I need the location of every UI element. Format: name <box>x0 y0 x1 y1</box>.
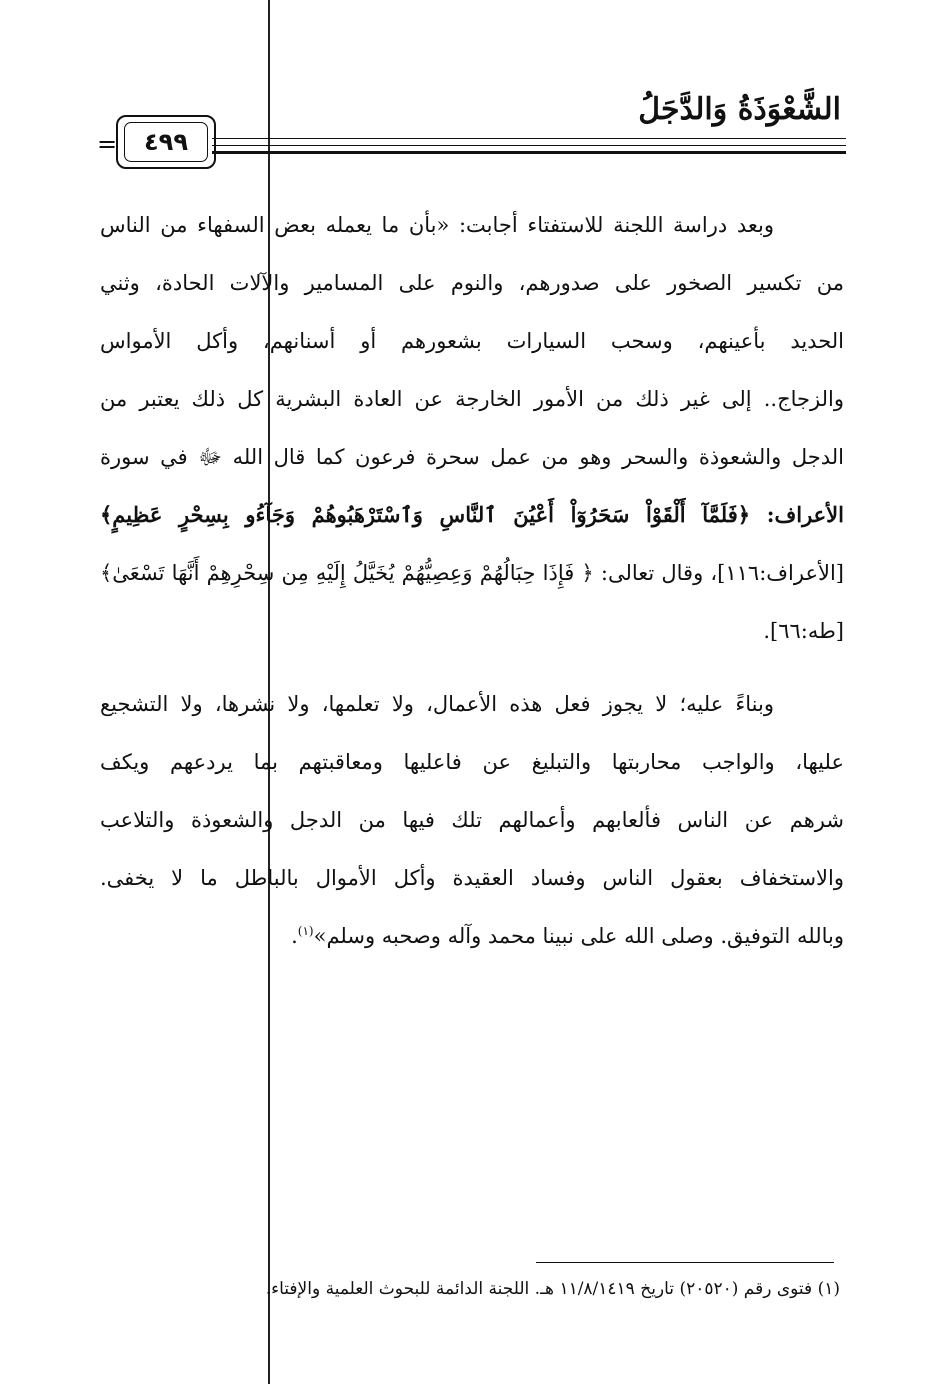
footnote-reference[interactable]: (١) <box>297 924 314 938</box>
quran-verse-line: [الأعراف:١١٦]، وقال تعالى: ﴿ فَإِذَا حِبَالُهُمْ وَعِصِيُّهُمْ يُخَيَّلُ إِلَيْهِ مِن سِحْرِهِمْ أَنَّهَا تَسْعَىٰ﴾ <box>100 561 844 585</box>
text-line: وبالله التوفيق. وصلى الله على نبينا محمد وآله وصحبه وسلم»$^{(١)}$. <box>291 924 844 948</box>
page-number-box <box>116 115 216 169</box>
text-line: والزجاج.. إلى غير ذلك من الأمور الخارجة عن العادة البشرية كل ذلك يعتبر من <box>100 387 844 411</box>
page-number: ٤٩٩ <box>124 122 208 162</box>
footnote-separator <box>536 1262 834 1263</box>
text-line: عليها، والواجب محاربتها والتبليغ عن فاعليها ومعاقبتهم بما يردعهم ويكف <box>100 750 844 774</box>
quran-verse-line: الأعراف: ﴿فَلَمَّآ أَلْقَوْاْ سَحَرُوٓاْ أَعْيُنَ ٱلنَّاسِ وَٱسْتَرْهَبُوهُمْ وَجَآءُو بِسِحْرٍ عَظِيمٍ﴾ <box>100 502 844 527</box>
text-line: شرهم عن الناس فألعابهم وأعمالهم تلك فيها من الدجل والشعوذة والتلاعب <box>100 808 844 832</box>
footnote: (١) فتوى رقم (٢٠٥٢٠) تاريخ ١١/٨/١٤١٩ هـ. اللجنة الدائمة للبحوث العلمية والإفتاء. <box>265 1279 840 1299</box>
text-line: الدجل والشعوذة والسحر وهو من عمل سحرة فرعون كما قال الله ﷻ في سورة <box>100 445 844 469</box>
closing-sentence: وبالله التوفيق. وصلى الله على نبينا محمد وآله وصحبه وسلم» <box>313 924 844 948</box>
running-title: الشَّعْوَذَةُ وَالدَّجَلُ <box>638 92 841 127</box>
main-text <box>100 196 844 965</box>
header-rule <box>212 145 846 146</box>
text-line: الحديد بأعينهم، وسحب السيارات بشعورهم أو أسنانهم، وأكل الأمواس <box>100 329 844 353</box>
text-line: من تكسير الصخور على صدورهم، والنوم على المسامير والآلات الحادة، وثني <box>100 271 844 295</box>
header-rule <box>212 151 846 154</box>
header-rule <box>212 138 846 139</box>
text-line: والاستخفاف بعقول الناس وفساد العقيدة وأكل الأموال بالباطل ما لا يخفى. <box>100 866 844 890</box>
text-line: وبعد دراسة اللجنة للاستفتاء أجابت: «بأن ما يعمله بعض السفهاء من الناس <box>100 213 774 237</box>
text-line: وبناءً عليه؛ لا يجوز فعل هذه الأعمال، ولا تعلمها، ولا نشرها، ولا التشجيع <box>100 692 774 716</box>
text-line: [طه:٦٦]. <box>763 619 844 643</box>
header-left-mark: = <box>97 130 118 158</box>
